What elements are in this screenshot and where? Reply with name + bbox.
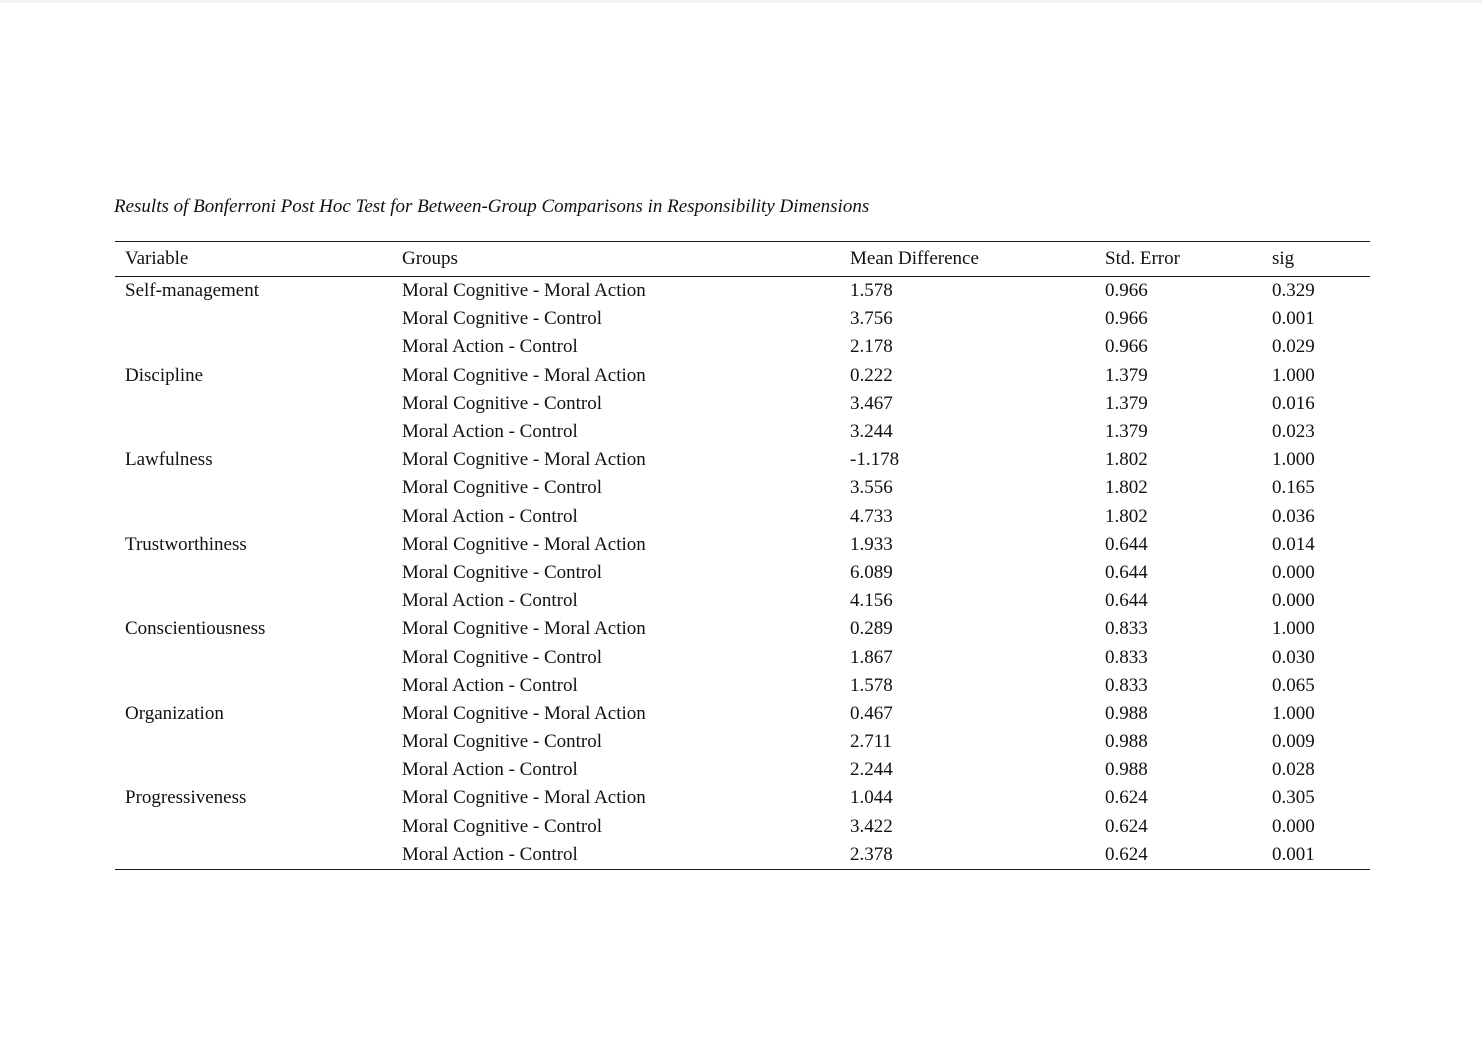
std-error-cell: 0.624 — [1105, 787, 1148, 809]
std-error-cell: 1.802 — [1105, 477, 1148, 499]
table-row — [115, 700, 1370, 728]
std-error-cell: 0.988 — [1105, 731, 1148, 753]
sig-cell: 1.000 — [1272, 702, 1315, 724]
sig-cell: 0.165 — [1272, 477, 1315, 499]
table-body — [115, 277, 1370, 870]
mean-difference-cell: 2.244 — [850, 759, 893, 781]
sig-cell: 0.001 — [1272, 843, 1315, 865]
std-error-cell: 0.624 — [1105, 815, 1148, 837]
sig-cell: 0.000 — [1272, 561, 1315, 583]
sig-cell: 0.000 — [1272, 590, 1315, 612]
mean-difference-cell: 2.178 — [850, 336, 893, 358]
sig-cell: 0.029 — [1272, 336, 1315, 358]
variable-cell — [115, 813, 402, 841]
table-row — [115, 559, 1370, 587]
sig-cell: 1.000 — [1272, 449, 1315, 471]
table-row — [115, 531, 1370, 559]
page-top-hairline — [0, 0, 1482, 3]
mean-difference-cell: 4.156 — [850, 590, 893, 612]
mean-difference-cell: 0.467 — [850, 702, 893, 724]
mean-difference-cell: 2.378 — [850, 843, 893, 865]
std-error-cell: 0.833 — [1105, 674, 1148, 696]
table-row — [115, 362, 1370, 390]
groups-cell: Moral Action - Control — [402, 674, 578, 696]
sig-cell: 0.030 — [1272, 646, 1315, 668]
header-row — [115, 242, 1370, 277]
mean-difference-cell: 4.733 — [850, 505, 893, 527]
sig-cell: 0.009 — [1272, 731, 1315, 753]
table-row — [115, 643, 1370, 671]
groups-cell: Moral Action - Control — [402, 421, 578, 443]
std-error-cell: 1.379 — [1105, 421, 1148, 443]
sig-cell: 0.329 — [1272, 280, 1315, 302]
sig-cell: 0.036 — [1272, 505, 1315, 527]
mean-difference-cell: 3.244 — [850, 421, 893, 443]
sig-cell: 0.028 — [1272, 759, 1315, 781]
table-row — [115, 474, 1370, 502]
column-header-mean-difference: Mean Difference — [850, 242, 1105, 277]
groups-cell: Moral Cognitive - Moral Action — [402, 364, 646, 386]
table-row — [115, 446, 1370, 474]
table-row — [115, 305, 1370, 333]
variable-cell — [115, 474, 402, 502]
column-header-variable: Variable — [115, 242, 402, 277]
variable-cell — [115, 587, 402, 615]
std-error-cell: 0.644 — [1105, 533, 1148, 555]
variable-cell: Progressiveness — [125, 787, 247, 809]
table-header — [115, 242, 1370, 277]
sig-cell: 0.001 — [1272, 308, 1315, 330]
sig-cell: 1.000 — [1272, 618, 1315, 640]
column-header-groups: Groups — [402, 242, 850, 277]
table-row — [115, 587, 1370, 615]
groups-cell: Moral Cognitive - Control — [402, 477, 603, 499]
table-row — [115, 756, 1370, 784]
mean-difference-cell: 1.044 — [850, 787, 893, 809]
variable-cell — [115, 418, 402, 446]
variable-cell — [115, 728, 402, 756]
mean-difference-cell: 0.289 — [850, 618, 893, 640]
mean-difference-cell: 3.467 — [850, 392, 893, 414]
groups-cell: Moral Cognitive - Control — [402, 392, 603, 414]
mean-difference-cell: 2.711 — [850, 731, 893, 753]
variable-cell: Discipline — [125, 364, 204, 386]
std-error-cell: 0.966 — [1105, 308, 1148, 330]
std-error-cell: 0.644 — [1105, 590, 1148, 612]
results-table — [115, 241, 1370, 870]
sig-cell: 0.000 — [1272, 815, 1315, 837]
table-row — [115, 615, 1370, 643]
variable-cell: Lawfulness — [125, 449, 213, 471]
variable-cell — [115, 559, 402, 587]
groups-cell: Moral Cognitive - Control — [402, 731, 603, 753]
std-error-cell: 1.802 — [1105, 505, 1148, 527]
table-row — [115, 784, 1370, 812]
table-row — [115, 503, 1370, 531]
table-row — [115, 813, 1370, 841]
groups-cell: Moral Cognitive - Moral Action — [402, 618, 646, 640]
mean-difference-cell: 3.756 — [850, 308, 893, 330]
std-error-cell: 0.833 — [1105, 618, 1148, 640]
variable-cell: Conscientiousness — [125, 618, 266, 640]
table-row — [115, 390, 1370, 418]
mean-difference-cell: 6.089 — [850, 561, 893, 583]
table-row — [115, 728, 1370, 756]
variable-cell — [115, 643, 402, 671]
std-error-cell: 0.988 — [1105, 702, 1148, 724]
variable-cell — [115, 390, 402, 418]
table-row — [115, 418, 1370, 446]
mean-difference-cell: 3.422 — [850, 815, 893, 837]
variable-cell — [115, 672, 402, 700]
groups-cell: Moral Cognitive - Control — [402, 646, 603, 668]
variable-cell — [115, 333, 402, 361]
groups-cell: Moral Cognitive - Control — [402, 815, 603, 837]
variable-cell: Trustworthiness — [125, 533, 247, 555]
column-header-sig: sig — [1272, 242, 1370, 277]
variable-cell: Self-management — [125, 280, 260, 302]
table-row — [115, 333, 1370, 361]
std-error-cell: 1.802 — [1105, 449, 1148, 471]
std-error-cell: 1.379 — [1105, 392, 1148, 414]
sig-cell: 0.016 — [1272, 392, 1315, 414]
groups-cell: Moral Cognitive - Moral Action — [402, 702, 646, 724]
std-error-cell: 0.644 — [1105, 561, 1148, 583]
std-error-cell: 0.966 — [1105, 336, 1148, 358]
groups-cell: Moral Action - Control — [402, 505, 578, 527]
mean-difference-cell: 1.578 — [850, 280, 893, 302]
sig-cell: 1.000 — [1272, 364, 1315, 386]
groups-cell: Moral Cognitive - Moral Action — [402, 533, 646, 555]
variable-cell: Organization — [125, 702, 224, 724]
table-row — [115, 277, 1370, 306]
variable-cell — [115, 305, 402, 333]
groups-cell: Moral Cognitive - Moral Action — [402, 449, 646, 471]
groups-cell: Moral Cognitive - Control — [402, 561, 603, 583]
sig-cell: 0.014 — [1272, 533, 1315, 555]
groups-cell: Moral Cognitive - Moral Action — [402, 787, 646, 809]
variable-cell — [115, 756, 402, 784]
groups-cell: Moral Cognitive - Control — [402, 308, 603, 330]
variable-cell — [115, 503, 402, 531]
sig-cell: 0.305 — [1272, 787, 1315, 809]
column-header-std-error: Std. Error — [1105, 242, 1272, 277]
mean-difference-cell: 1.867 — [850, 646, 893, 668]
mean-difference-cell: 3.556 — [850, 477, 893, 499]
std-error-cell: 0.624 — [1105, 843, 1148, 865]
table-title: Results of Bonferroni Post Hoc Test for Between-Group Comparisons in Responsibility Dimensions — [114, 196, 870, 217]
std-error-cell: 0.833 — [1105, 646, 1148, 668]
groups-cell: Moral Action - Control — [402, 590, 578, 612]
groups-cell: Moral Action - Control — [402, 843, 578, 865]
sig-cell: 0.023 — [1272, 421, 1315, 443]
sig-cell: 0.065 — [1272, 674, 1315, 696]
mean-difference-cell: -1.178 — [850, 449, 900, 471]
table-row — [115, 841, 1370, 870]
variable-cell — [115, 841, 402, 870]
groups-cell: Moral Action - Control — [402, 759, 578, 781]
mean-difference-cell: 1.578 — [850, 674, 893, 696]
mean-difference-cell: 0.222 — [850, 364, 893, 386]
groups-cell: Moral Action - Control — [402, 336, 578, 358]
std-error-cell: 0.966 — [1105, 280, 1148, 302]
table-row — [115, 672, 1370, 700]
mean-difference-cell: 1.933 — [850, 533, 893, 555]
std-error-cell: 1.379 — [1105, 364, 1148, 386]
groups-cell: Moral Cognitive - Moral Action — [402, 280, 646, 302]
std-error-cell: 0.988 — [1105, 759, 1148, 781]
